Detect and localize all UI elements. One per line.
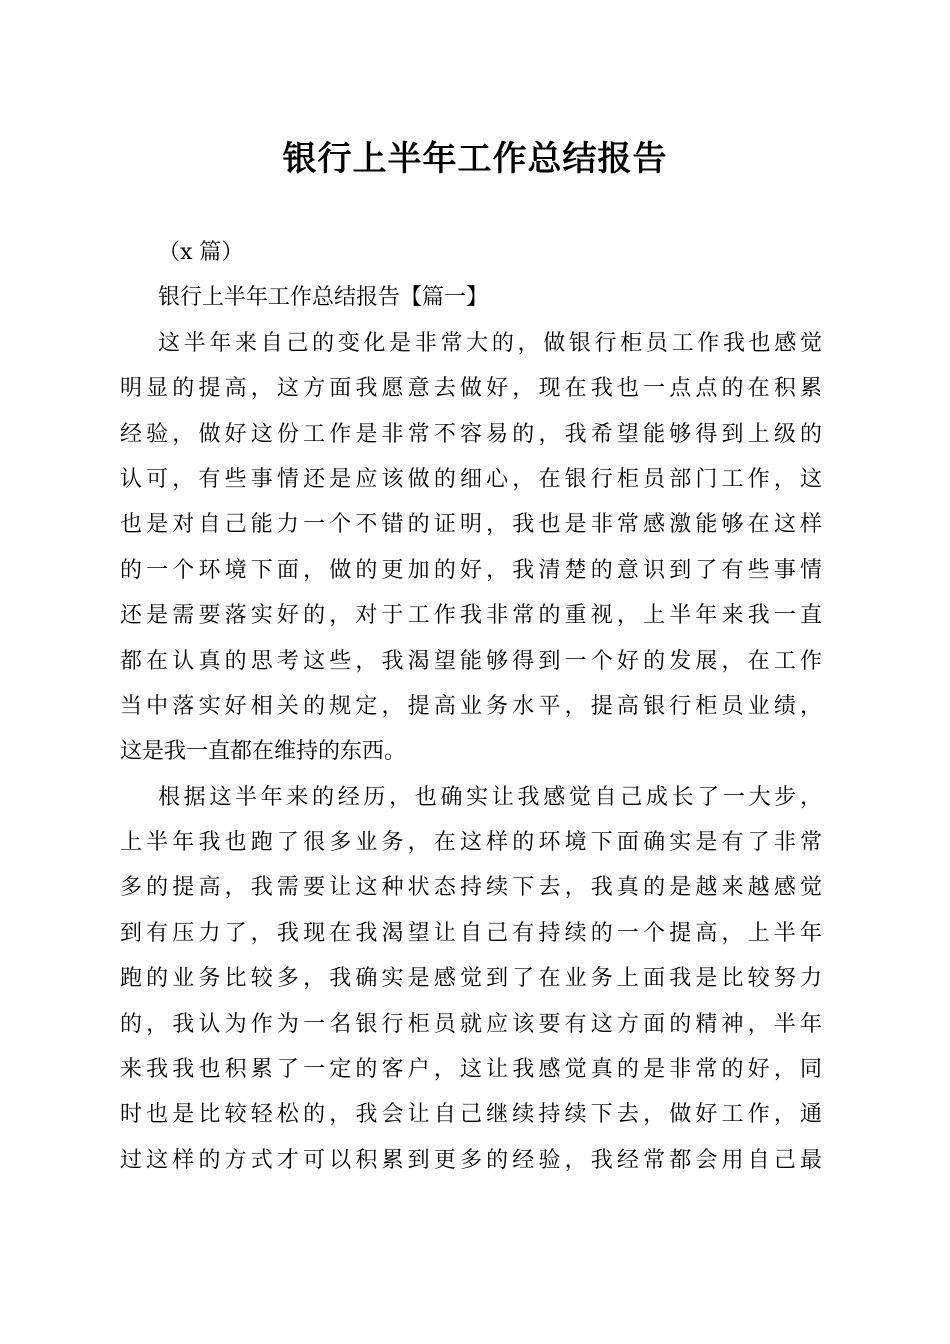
- paragraph-line: 当中落实好相关的规定，提高业务水平，提高银行柜员业绩，: [120, 693, 822, 719]
- paragraph-line: 也是对自己能力一个不错的证明，我也是非常感激能够在这样: [120, 512, 822, 538]
- paragraph-line: 过这样的方式才可以积累到更多的经验，我经常都会用自己最: [120, 1147, 822, 1173]
- paragraph-line: 这半年来自己的变化是非常大的，做银行柜员工作我也感觉: [158, 330, 822, 356]
- paragraph-line: 的一个环境下面，做的更加的好，我清楚的意识到了有些事情: [120, 557, 822, 583]
- paragraph-line: 时也是比较轻松的，我会让自己继续持续下去，做好工作，通: [120, 1102, 822, 1128]
- paragraph-1: [120, 321, 822, 775]
- paragraph-line: 多的提高，我需要让这种状态持续下去，我真的是越来越感觉: [120, 875, 822, 901]
- paragraph-line: 还是需要落实好的，对于工作我非常的重视，上半年来我一直: [120, 603, 822, 629]
- paragraph-2: [120, 775, 822, 1184]
- paragraph-line: 的，我认为作为一名银行柜员就应该要有这方面的精神，半年: [120, 1011, 822, 1037]
- paragraph-line: 明显的提高，这方面我愿意去做好，现在我也一点点的在积累: [120, 376, 822, 402]
- section-heading: 银行上半年工作总结报告【篇一】: [158, 285, 489, 311]
- paragraph-line: 来我我也积累了一定的客户，这让我感觉真的是非常的好，同: [120, 1057, 822, 1083]
- document-body: [120, 230, 822, 1183]
- document-title: 银行上半年工作总结报告: [282, 139, 668, 179]
- paragraph-line: 上半年我也跑了很多业务，在这样的环境下面确实是有了非常: [120, 830, 822, 856]
- paragraph-line: 跑的业务比较多，我确实是感觉到了在业务上面我是比较努力: [120, 966, 822, 992]
- paragraph-line: 根据这半年来的经历，也确实让我感觉自己成长了一大步，: [158, 784, 822, 810]
- paragraph-line: 这是我一直都在维持的东西。: [120, 739, 407, 765]
- paragraph-line: 到有压力了，我现在我渴望让自己有持续的一个提高，上半年: [120, 920, 822, 946]
- count-note: （x 篇）: [158, 240, 244, 265]
- paragraph-line: 经验，做好这份工作是非常不容易的，我希望能够得到上级的: [120, 421, 822, 447]
- paragraph-line: 认可，有些事情还是应该做的细心，在银行柜员部门工作，这: [120, 466, 822, 492]
- paragraph-line: 都在认真的思考这些，我渴望能够得到一个好的发展，在工作: [120, 648, 822, 674]
